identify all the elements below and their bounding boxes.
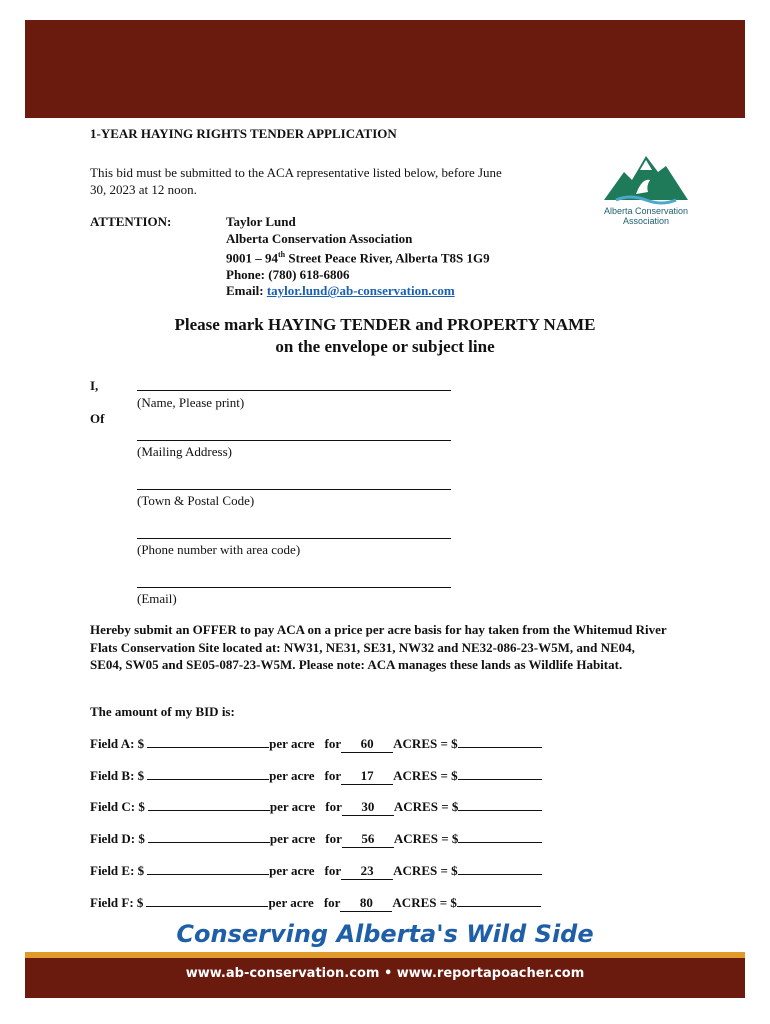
for-text: for <box>324 736 342 751</box>
logo-text: Alberta Conservation Association <box>603 206 689 226</box>
per-acre-text: per acre <box>269 831 316 846</box>
label-of: Of <box>90 411 105 426</box>
phone-field[interactable] <box>137 537 451 539</box>
contact-name: Taylor Lund <box>226 214 296 229</box>
price-per-acre-field[interactable] <box>147 736 269 748</box>
name-field[interactable] <box>137 389 451 391</box>
acres-equals-text: ACRES = $ <box>393 736 458 751</box>
contact-address: 9001 – 94th Street Peace River, Alberta T8S 1G9 <box>226 250 490 266</box>
acres-value: 56 <box>342 831 394 848</box>
bid-field-row <box>90 895 541 912</box>
per-acre-text: per acre <box>269 736 315 751</box>
town-hint: (Town & Postal Code) <box>137 493 255 508</box>
bid-field-row <box>90 863 542 880</box>
acres-equals-text: ACRES = $ <box>393 863 458 878</box>
acres-equals-text: ACRES = $ <box>393 768 458 783</box>
total-amount-field[interactable] <box>458 736 542 748</box>
slogan-banner <box>176 912 594 956</box>
footer-urls: www.ab-conservation.com • www.reportapoacher.com <box>185 966 585 981</box>
acres-value: 23 <box>341 863 393 880</box>
acres-equals-text: ACRES = $ <box>393 831 459 846</box>
total-amount-field[interactable] <box>457 895 541 907</box>
town-postal-field[interactable] <box>137 488 451 490</box>
bid-field-row <box>90 768 542 785</box>
for-text: for <box>324 863 342 878</box>
for-text: for <box>323 895 341 910</box>
acres-value: 30 <box>342 799 394 816</box>
email-field[interactable] <box>137 586 451 588</box>
per-acre-text: per acre <box>269 863 315 878</box>
top-banner <box>25 20 745 118</box>
acres-value: 80 <box>340 895 392 912</box>
total-amount-field[interactable] <box>458 768 542 780</box>
bid-field-row <box>90 831 542 848</box>
total-amount-field[interactable] <box>458 831 542 843</box>
attention-label: ATTENTION: <box>90 214 172 229</box>
for-text: for <box>325 831 342 846</box>
acres-value: 17 <box>341 768 393 785</box>
slogan-text: Conserving Alberta's Wild Side <box>176 920 594 948</box>
price-per-acre-field[interactable] <box>148 799 270 811</box>
mailing-address-field[interactable] <box>137 439 451 441</box>
bid-field-label: Field E: $ <box>90 863 145 878</box>
price-per-acre-field[interactable] <box>147 863 269 875</box>
offer-paragraph: Hereby submit an OFFER to pay ACA on a price per acre basis for hay taken from the Whitemud River Flats Conservation Site located at: NW31, NE31, SE31, NW32 and NE32-086-23-W5M, and NE04, SE04, SW05 and SE05-087-23-W5M. Please note: ACA manages these lands as Wildlife Habitat. <box>90 622 667 672</box>
acres-value: 60 <box>341 736 393 753</box>
contact-org: Alberta Conservation Association <box>226 230 413 246</box>
contact-email-link[interactable]: taylor.lund@ab-conservation.com <box>266 283 455 299</box>
document-title: 1-YEAR HAYING RIGHTS TENDER APPLICATION <box>90 126 397 141</box>
price-per-acre-field[interactable] <box>148 831 270 843</box>
contact-block <box>226 214 490 300</box>
per-acre-text: per acre <box>268 895 314 910</box>
per-acre-text: per acre <box>269 799 316 814</box>
contact-phone: Phone: (780) 618-6806 <box>226 266 350 282</box>
bid-field-label: Field C: $ <box>90 799 145 814</box>
bid-field-row <box>90 736 542 753</box>
bid-field-label: Field B: $ <box>90 768 145 783</box>
total-amount-field[interactable] <box>458 863 542 875</box>
price-per-acre-field[interactable] <box>146 895 268 907</box>
price-per-acre-field[interactable] <box>147 768 269 780</box>
acres-equals-text: ACRES = $ <box>393 799 459 814</box>
mailing-hint: (Mailing Address) <box>137 444 232 459</box>
bid-field-row <box>90 799 542 816</box>
bid-field-label: Field D: $ <box>90 831 145 846</box>
intro-text: This bid must be submitted to the ACA representative listed below, before June 30, 2023 at 12 noon. <box>90 165 502 197</box>
contact-email-line: Email: taylor.lund@ab-conservation.com <box>226 283 455 299</box>
phone-hint: (Phone number with area code) <box>137 542 301 557</box>
email-hint: (Email) <box>137 591 177 606</box>
bid-field-label: Field A: $ <box>90 736 145 751</box>
for-text: for <box>325 799 342 814</box>
name-hint: (Name, Please print) <box>137 395 245 410</box>
bid-amount-label: The amount of my BID is: <box>90 704 235 719</box>
acres-equals-text: ACRES = $ <box>392 895 457 910</box>
footer-banner <box>25 952 745 998</box>
per-acre-text: per acre <box>269 768 315 783</box>
bid-field-label: Field F: $ <box>90 895 144 910</box>
label-i: I, <box>90 378 99 393</box>
instruction-heading: Please mark HAYING TENDER and PROPERTY NAME on the envelope or subject line <box>174 315 596 356</box>
for-text: for <box>324 768 342 783</box>
total-amount-field[interactable] <box>458 799 542 811</box>
